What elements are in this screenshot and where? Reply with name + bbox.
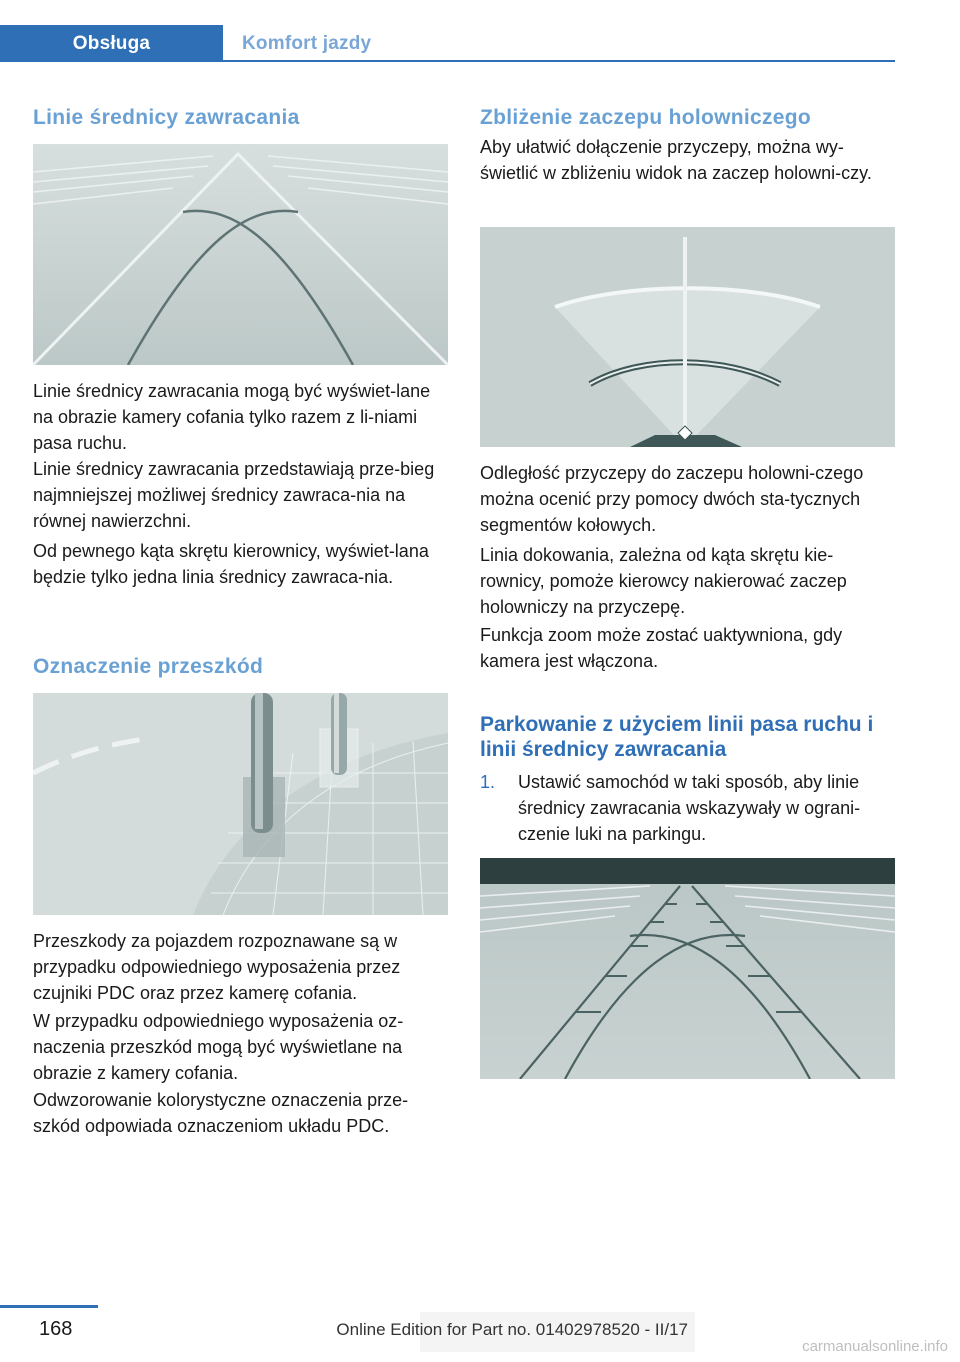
paragraph: Odwzorowanie kolorystyczne oznaczenia prze-szkód odpowiada oznaczeniom układu PDC. [33,1090,409,1136]
paragraph: Linie średnicy zawracania mogą być wyświet-lane na obrazie kamery cofania tylko razem z li-niami pasa ruchu. [33,381,431,453]
page-number: 168 [39,1318,73,1340]
figure-turning-circle-lines [33,144,448,365]
step-number: 1. [480,772,496,792]
tab-obsluga[interactable]: Obsługa [0,25,223,62]
step-text: Ustawić samochód w taki sposób, aby linie średnicy zawracania wskazywały w ograni-czenie luki na parkingu. [518,772,861,844]
figure-obstacle-markers [33,693,448,915]
watermark: carmanualsonline.info [802,1338,948,1355]
paragraph: Od pewnego kąta skrętu kierownicy, wyświet-lana będzie tylko jedna linia średnicy zawraca-nia. [33,541,429,587]
paragraph: Odległość przyczepy do zaczepu holowni-czego można ocenić przy pomocy dwóch sta-tycznych segmentów kołowych. [480,463,864,535]
heading-turning-circle-lines: Linie średnicy zawracania [33,106,300,129]
chapter-tab-bar [0,25,895,62]
heading-parking-with-lines: Parkowanie z użyciem linii pasa ruchu i linii średnicy zawracania [480,713,874,761]
footer-rule [0,1305,98,1308]
paragraph: Linie średnicy zawracania przedstawiają prze-bieg najmniejszej możliwej średnicy zawraca-nia na równej nawierzchni. [33,459,435,531]
figure-trailer-hitch [480,227,895,447]
paragraph: Aby ułatwić dołączenie przyczepy, można wy-świetlić w zbliżeniu widok na zaczep holowni-czy. [480,137,872,183]
header-rule [0,60,895,62]
figure-parking-with-lines [480,858,895,1079]
heading-trailer-hitch-zoom: Zbliżenie zaczepu holowniczego [480,106,812,129]
paragraph: Funkcja zoom może zostać uaktywniona, gdy kamera jest włączona. [480,625,843,671]
tab-komfort-jazdy[interactable]: Komfort jazdy [242,33,372,54]
paragraph: Przeszkody za pojazdem rozpoznawane są w przypadku odpowiedniego wyposażenia przez czujniki PDC oraz przez kamerę cofania. [33,931,401,1003]
heading-obstacle-markers: Oznaczenie przeszkód [33,655,264,678]
edition-label: Online Edition for Part no. 01402978520 - II/17 [336,1320,688,1339]
paragraph: Linia dokowania, zależna od kąta skrętu kie-rownicy, pomoże kierowcy nakierować zaczep holowniczy na przyczepę. [480,545,847,617]
paragraph: W przypadku odpowiedniego wyposażenia oz-naczenia przeszkód mogą być wyświetlane na obrazie z kamery cofania. [33,1011,404,1083]
